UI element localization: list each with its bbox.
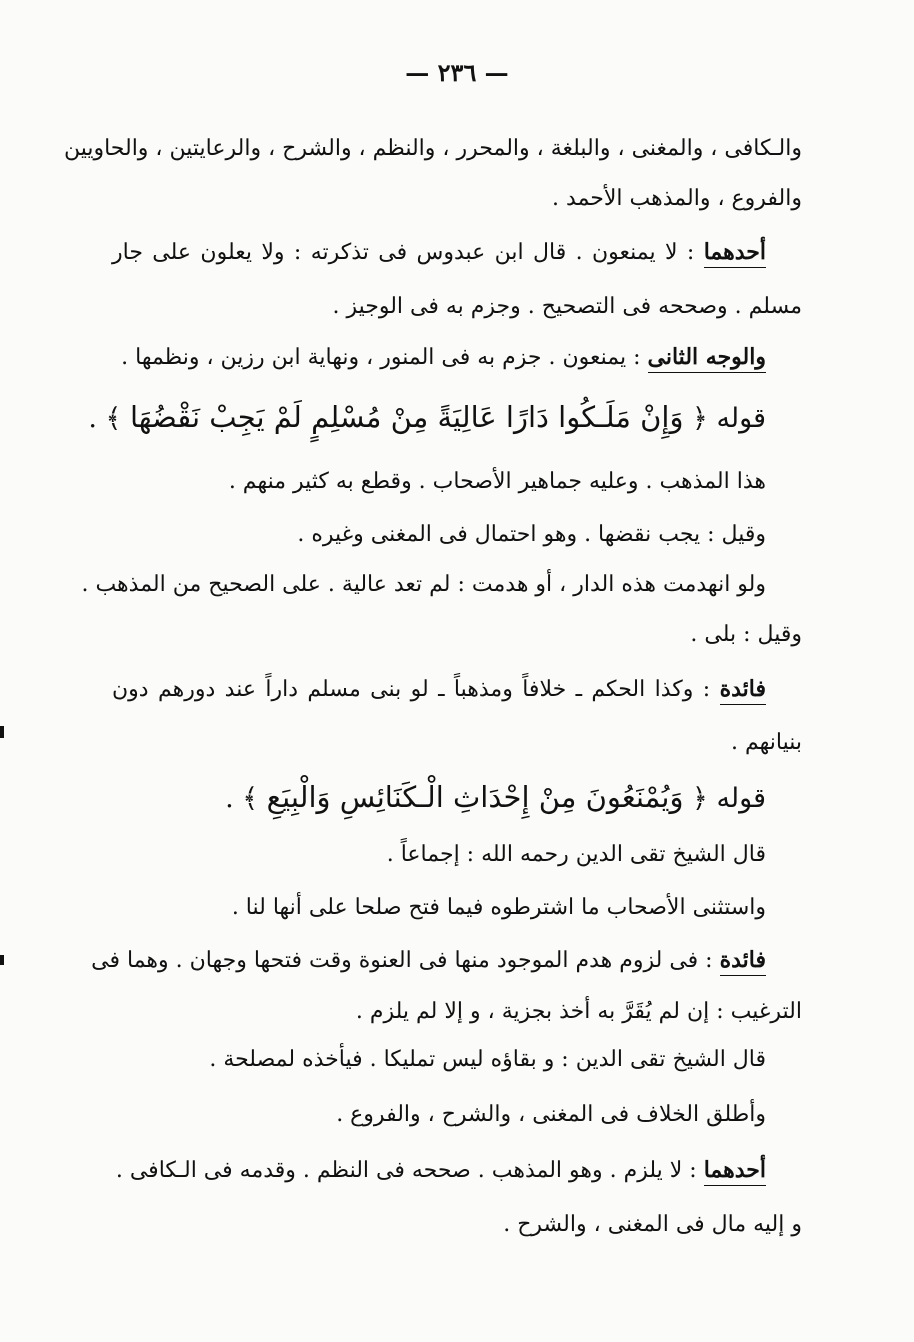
text-line-17: الترغيب : إن لم يُقَرَّ به أخذ بجزية ، و إلا لم يلزم . [355, 999, 802, 1024]
verse-1-suffix: ﴾ . [88, 403, 130, 434]
page-number: — ٢٣٦ — [405, 58, 509, 87]
text-line-3 [112, 237, 802, 268]
text-line-20-rest: : لا يلزم . وهو المذهب . صححه فى النظم . وقدمه فى الـكافى . [115, 1158, 704, 1183]
verse-2-prefix: قوله ﴿ [683, 783, 766, 814]
keyword-ahaduhuma-2: أحدهما [704, 1157, 766, 1186]
text-line-11 [112, 674, 802, 705]
text-line-5 [112, 342, 766, 373]
scan-edge-mark [0, 726, 4, 738]
text-line-20 [112, 1155, 766, 1186]
text-line-18: قال الشيخ تقى الدين : و بقاؤه ليس تمليكا . فيأخذه لمصلحة . [209, 1047, 766, 1072]
text-line-14: قال الشيخ تقى الدين رحمه الله : إجماعاً . [386, 842, 766, 867]
verse-1-prefix: قوله ﴿ [683, 403, 766, 434]
text-line-16-rest: : فى لزوم هدم الموجود منها فى العنوة وقت فتحها وجهان . وهما فى [91, 948, 720, 973]
keyword-faida-1: فائدة [720, 676, 766, 705]
keyword-ahaduhuma: أحدهما [704, 239, 766, 268]
text-line-5-rest: : يمنعون . جزم به فى المنور ، ونهاية ابن رزين ، ونظمها . [121, 345, 648, 370]
text-line-4: مسلم . وصححه فى التصحيح . وجزم به فى الوجيز . [332, 294, 802, 319]
keyword-second-view: والوجه الثانى [648, 344, 766, 373]
text-line-19: وأطلق الخلاف فى المغنى ، والشرح ، والفروع . [336, 1102, 766, 1127]
verse-2-suffix: ﴾ . [225, 783, 267, 814]
text-line-11-rest: : وكذا الحكم ـ خلافاً ومذهباً ـ لو بنى مسلم داراً عند دورهم دون [112, 677, 720, 702]
verse-2-text: وَيُمْنَعُونَ مِنْ إِحْدَاثِ الْـكَنَائِسِ وَالْبِيَعِ [266, 780, 684, 814]
text-line-1: والـكافى ، والمغنى ، والبلغة ، والمحرر ، والنظم ، والشرح ، والرعايتين ، والحاويين [63, 136, 802, 161]
text-line-7: هذا المذهب . وعليه جماهير الأصحاب . وقطع به كثير منهم . [228, 469, 766, 494]
text-line-12: بنيانهم . [731, 730, 802, 755]
quran-verse-1 [88, 398, 766, 438]
text-line-16 [91, 945, 802, 976]
text-line-3-rest: : لا يمنعون . قال ابن عبدوس فى تذكرته : ولا يعلون على جار [112, 240, 704, 265]
text-line-15: واستثنى الأصحاب ما اشترطوه فيما فتح صلحا على أنها لنا . [231, 895, 766, 920]
scan-edge-mark [0, 955, 4, 965]
quran-verse-2 [112, 778, 766, 818]
text-line-2: والفروع ، والمذهب الأحمد . [552, 186, 802, 211]
text-line-21: و إليه مال فى المغنى ، والشرح . [503, 1212, 802, 1237]
keyword-faida-2: فائدة [720, 947, 766, 976]
verse-1-text: وَإِنْ مَلَـكُوا دَارًا عَالِيَةً مِنْ مُسْلِمٍ لَمْ يَجِبْ نَقْضُهَا [129, 400, 684, 434]
text-line-9: ولو انهدمت هذه الدار ، أو هدمت : لم تعد عالية . على الصحيح من المذهب . [81, 572, 766, 597]
text-line-10: وقيل : بلى . [690, 622, 802, 647]
text-line-8: وقيل : يجب نقضها . وهو احتمال فى المغنى وغيره . [297, 522, 766, 547]
